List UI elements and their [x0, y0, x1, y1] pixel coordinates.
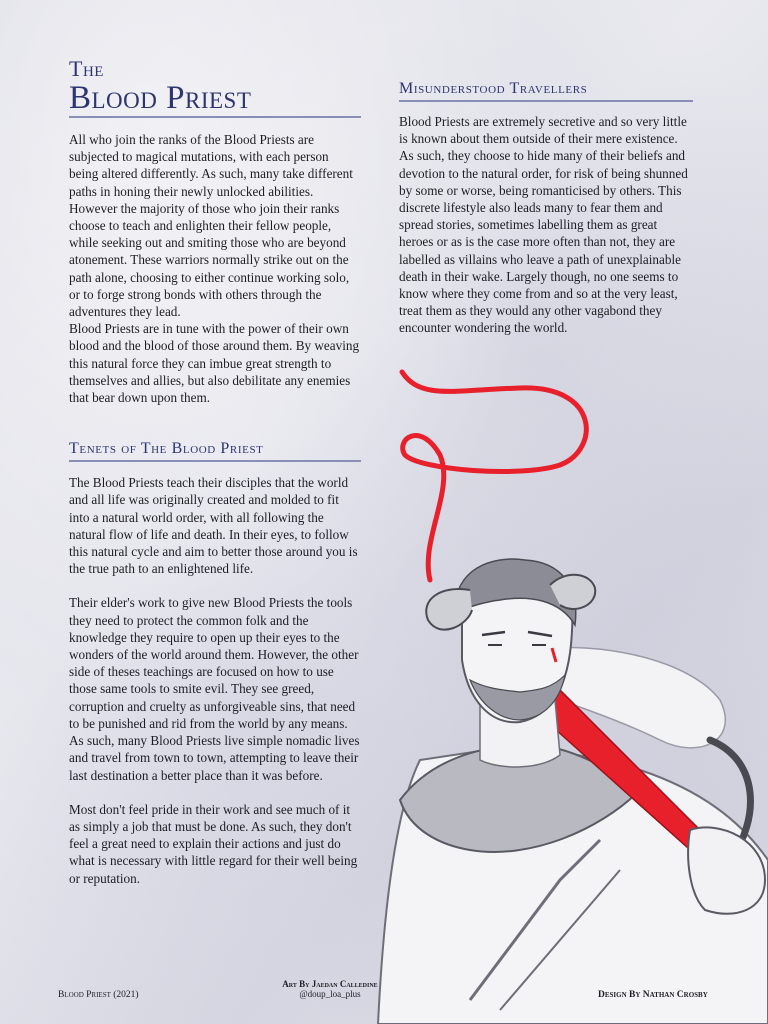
art-credit-name: Art By Jaedan Calledine [282, 979, 378, 989]
tenets-paragraph: Their elder's work to give new Blood Priests the tools they need to protect the common folk and the knowledge they require to open up their eyes to the wonders of the world around them. However, the other side of theses teachings are focused on how to use those same tools to smite evil. They see greed, corruption and cruelty as unforgiveable sins, that need to be punished and rid from the world by any means. As such, many Blood Priests live simple nomadic lives and travel from town to town, attempting to leave their last destination a better place than it was before. [69, 595, 360, 783]
tenets-paragraph: Most don't feel pride in their work and see much of it as simply a job that must be done. As such, they don't feel a great need to explain their actions and just do what is necessary with little regard for their well being or reputation. [69, 801, 358, 886]
footer-left: Blood Priest (2021) [58, 990, 139, 1000]
travellers-paragraph: Blood Priests are extremely secretive and so very little is known about them outside of their mere existence. As such, they choose to hide many of their beliefs and devotion to the natural order, for risk of being shunned by some or worse, being romanticised by others. This discrete lifestyle also leads many to fear them and spread stories, sometimes labelling them as great heroes or as is the case more often than not, they are labelled as villains who leave a path of unexplainable death in their wake. Largely though, no one seems to know where they come from and so at the very least, treat them as they would any other vagabond they encounter wondering the world. [399, 114, 688, 336]
art-credit-handle: @doup_loa_plus [299, 989, 361, 999]
right-column [399, 80, 693, 337]
intro-paragraph: All who join the ranks of the Blood Priests are subjected to magical mutations, with each person being altered differently. As such, many take different paths in honing their newly unlocked abilities. However the majority of those who join their ranks choose to teach and enlighten their fellow people, while seeking out and smiting those who are beyond atonement. These warriors normally strike out on the path alone, choosing to either continue working solo, or to forge strong bonds with others through the adventures they lead. [69, 132, 353, 320]
title-line1: The [69, 56, 104, 81]
left-column [69, 58, 361, 887]
tenets-heading: Tenets of The Blood Priest [69, 440, 264, 458]
travellers-heading: Misunderstood Travellers [399, 80, 588, 97]
intro-section [69, 131, 361, 406]
footer-right: Design By Nathan Crosby [598, 990, 708, 1000]
art-credit [280, 979, 380, 999]
tenets-paragraph: The Blood Priests teach their disciples that the world and all life was originally created and molded to fit into a natural world order, with all following the natural flow of life and death. In their eyes, to follow this natural cycle and aim to better those around you is the true path to an enlightened life. [69, 475, 358, 577]
intro-paragraph: Blood Priests are in tune with the power of their own blood and the blood of those around them. By weaving this natural force they can imbue great strength to themselves and allies, but also debilitate any enemies that bear down upon them. [69, 321, 360, 406]
page-title: Blood Priest [69, 80, 252, 116]
title-rule [69, 116, 361, 118]
blood-ribbon [402, 372, 586, 580]
